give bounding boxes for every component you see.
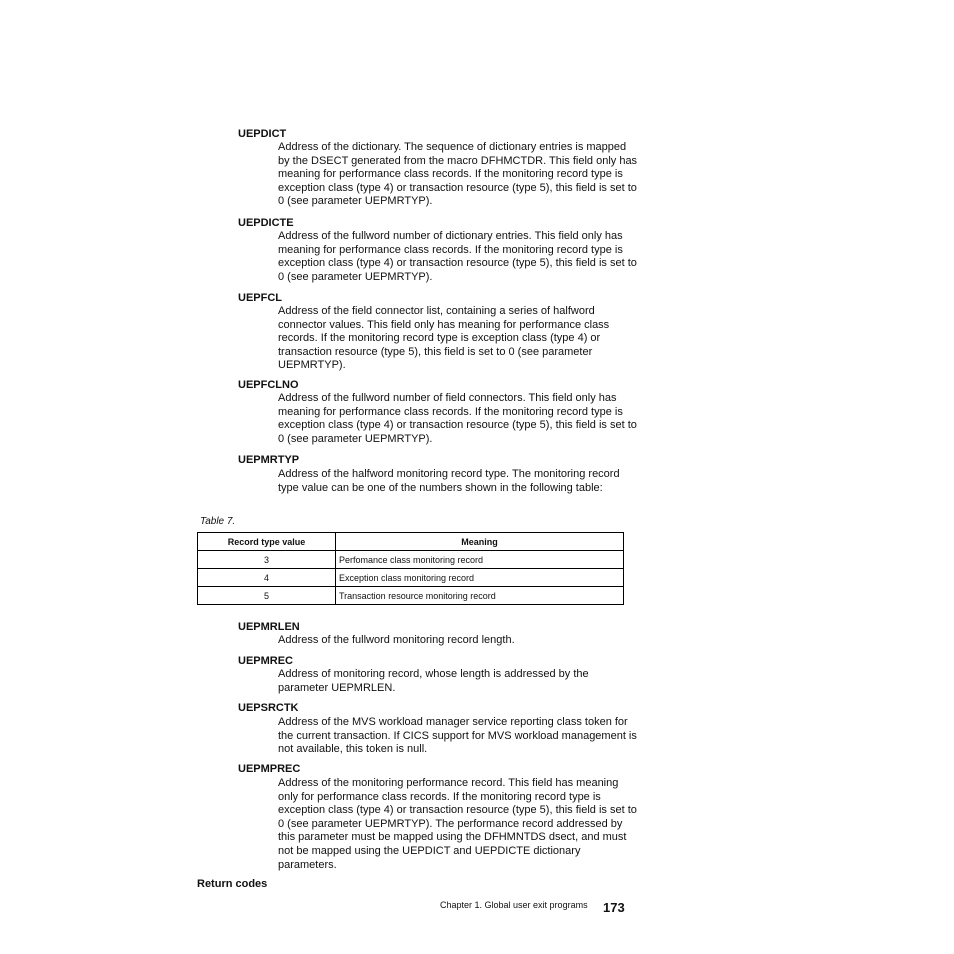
term-uepmrtyp: UEPMRTYP (238, 454, 300, 466)
term-uepdict: UEPDICT (238, 128, 287, 140)
desc-uepdicte: Address of the fullword number of dictionary entries. This field only has meaning for performance class records. If the monitoring record type is exception class (type 4) or transaction resource (type 5), this field is set to 0 (see parameter UEPMRTYP). (278, 230, 637, 283)
term-uepfclno: UEPFCLNO (238, 379, 299, 391)
record-type-value: 5 (198, 587, 336, 605)
record-type-value: 4 (198, 569, 336, 587)
table-row (198, 587, 624, 605)
table-header-row (198, 533, 624, 551)
table-row (198, 551, 624, 569)
section-heading-return-codes: Return codes (197, 878, 268, 890)
record-type-table (197, 532, 624, 605)
desc-uepdict: Address of the dictionary. The sequence of dictionary entries is mapped by the DSECT generated from the macro DFHMCTDR. This field only has meaning for performance class records. If the monitoring record type is exception class (type 4) or transaction resource (type 5), this field is set to 0 (see parameter UEPMRTYP). (278, 141, 638, 208)
page-number: 173 (603, 900, 625, 915)
term-uepfcl: UEPFCL (238, 292, 282, 304)
term-uepmrlen: UEPMRLEN (238, 621, 300, 633)
record-type-value: 3 (198, 551, 336, 569)
term-uepsrctk: UEPSRCTK (238, 702, 299, 714)
record-type-meaning: Transaction resource monitoring record (336, 587, 624, 605)
term-uepmrec: UEPMREC (238, 655, 294, 667)
table-caption: Table 7. (200, 516, 236, 527)
record-type-meaning: Perfomance class monitoring record (336, 551, 624, 569)
footer-chapter: Chapter 1. Global user exit programs (440, 900, 588, 910)
term-uepmprec: UEPMPREC (238, 763, 301, 775)
desc-uepfclno: Address of the fullword number of field connectors. This field only has meaning for performance class records. If the monitoring record type is exception class (type 4) or transaction resource (type 5), this field is set to 0 (see parameter UEPMRTYP). (278, 392, 637, 445)
term-uepdicte: UEPDICTE (238, 217, 294, 229)
desc-uepmrtyp: Address of the halfword monitoring record type. The monitoring record type value can be one of the numbers shown in the following table: (278, 468, 620, 494)
table-row (198, 569, 624, 587)
column-header-meaning: Meaning (336, 533, 624, 551)
desc-uepmprec: Address of the monitoring performance record. This field has meaning only for performance class records. If the monitoring record type is exception class (type 4) or transaction resource (type 5), this field is set to 0 (see parameter UEPMRTYP). The performance record addressed by this parameter must be mapped using the DFHMNTDS dsect, and must not be mapped using the UEPDICT and UEPDICTE dictionary parameters. (278, 777, 637, 871)
column-header-record-type: Record type value (198, 533, 336, 551)
desc-uepfcl: Address of the field connector list, containing a series of halfword connector values. This field only has meaning for performance class records. If the monitoring record type is exception class (type 4) or transaction resource (type 5), this field is set to 0 (see parameter UEPMRTYP). (278, 305, 610, 372)
desc-uepsrctk: Address of the MVS workload manager service reporting class token for the current transaction. If CICS support for MVS workload management is not available, this token is null. (278, 716, 637, 756)
desc-uepmrlen: Address of the fullword monitoring record length. (278, 634, 515, 646)
desc-uepmrec: Address of monitoring record, whose length is addressed by the parameter UEPMRLEN. (278, 668, 589, 694)
record-type-meaning: Exception class monitoring record (336, 569, 624, 587)
